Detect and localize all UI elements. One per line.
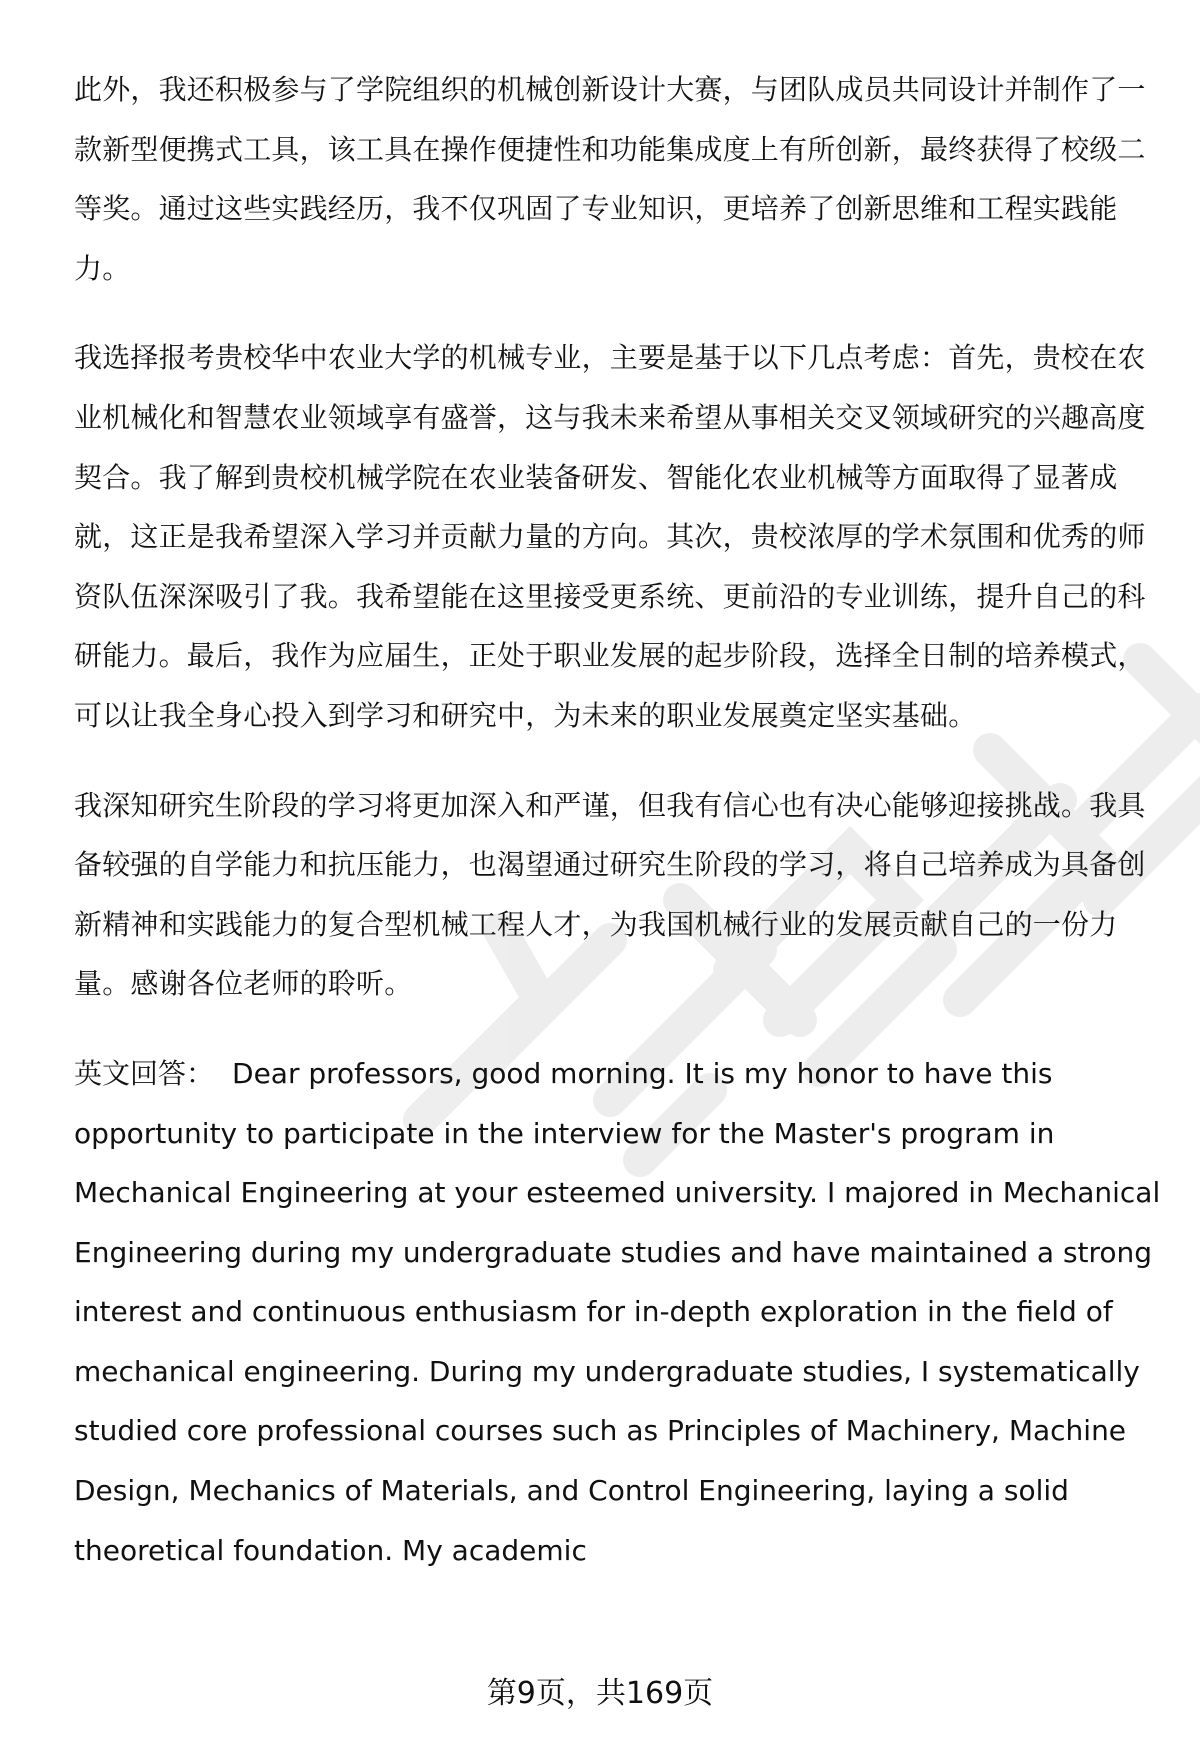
document-body — [74, 60, 1164, 1580]
paragraph-conclusion: 我深知研究生阶段的学习将更加深入和严谨，但我有信心也有决心能够迎接挑战。我具备较强的自学能力和抗压能力，也渴望通过研究生阶段的学习，将自己培养成为具备创新精神和实践能力的复合型机械工程人才，为我国机械行业的发展贡献自己的一份力量。感谢各位老师的聆听。 — [74, 788, 1146, 1001]
paragraph-reasons: 我选择报考贵校华中农业大学的机械专业，主要是基于以下几点考虑：首先，贵校在农业机械化和智慧农业领域享有盛誉，这与我未来希望从事相关交叉领域研究的兴趣高度契合。我了解到贵校机械学院在农业装备研发、智能化农业机械等方面取得了显著成就，这正是我希望深入学习并贡献力量的方向。其次，贵校浓厚的学术氛围和优秀的师资队伍深深吸引了我。我希望能在这里接受更系统、更前沿的专业训练，提升自己的科研能力。最后，我作为应届生，正处于职业发展的起步阶段，选择全日制的培养模式，可以让我全身心投入到学习和研究中，为未来的职业发展奠定坚实基础。 — [74, 341, 1146, 732]
paragraph-english — [74, 1044, 1164, 1580]
english-answer-label: 英文回答： — [74, 1056, 215, 1090]
paragraph-practice: 此外，我还积极参与了学院组织的机械创新设计大赛，与团队成员共同设计并制作了一款新型便携式工具，该工具在操作便捷性和功能集成度上有所创新，最终获得了校级二等奖。通过这些实践经历，我不仅巩固了专业知识，更培养了创新思维和工程实践能力。 — [74, 73, 1146, 285]
english-answer-text: Dear professors, good morning. It is my honor to have this opportunity to participate in the interview for the Master's program in Mechanical Engineering at your esteemed university. I majored in Mechanical Engineering during my undergraduate studies and have maintained a strong interest and continuous enthusiasm for in-depth exploration in the field of mechanical engineering. During my undergraduate studies, I systematically studied core professional courses such as Principles of Machinery, Machine Design, Mechanics of Materials, and Control Engineering, laying a solid theoretical foundation. My academic — [74, 1056, 1161, 1567]
page-number: 第9页，共169页 — [486, 1676, 714, 1711]
